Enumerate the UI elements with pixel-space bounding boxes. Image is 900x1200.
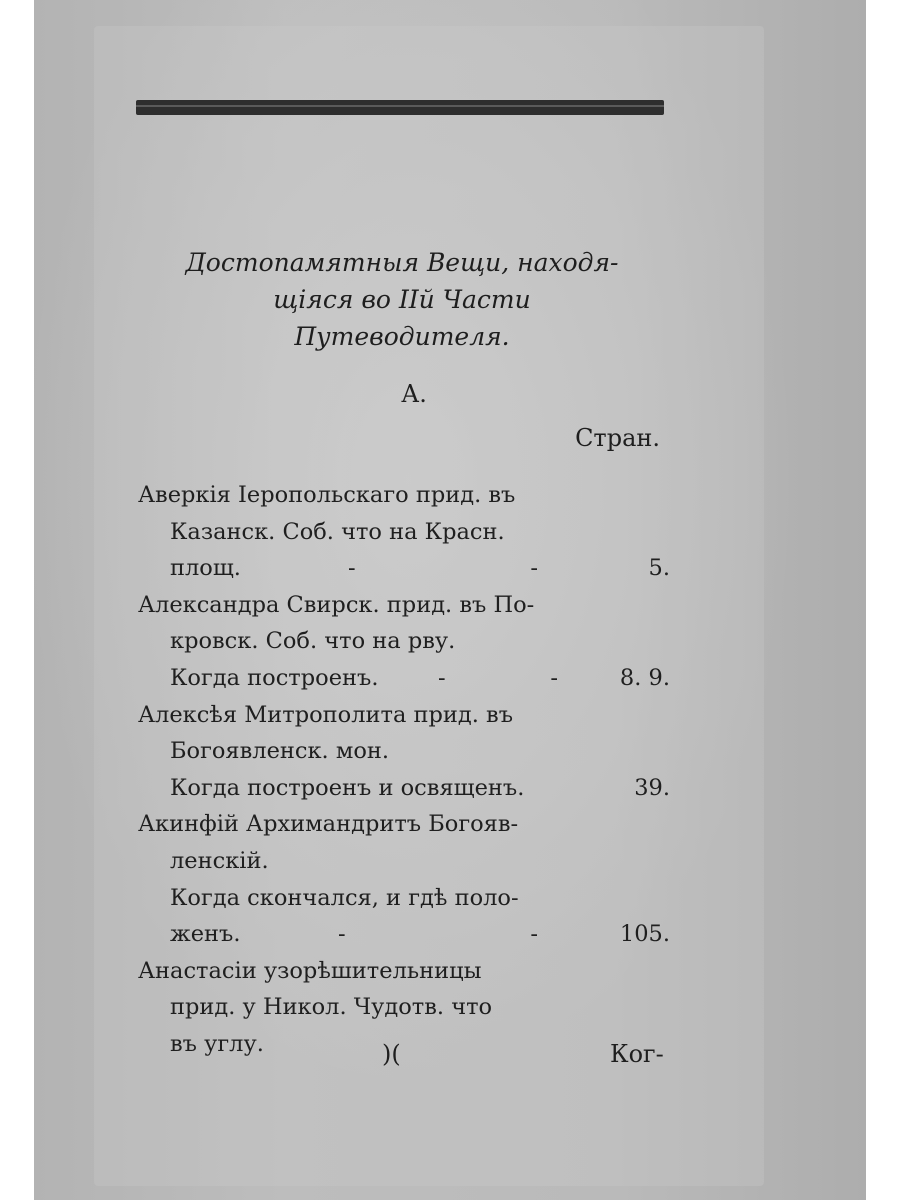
scan-margin-left xyxy=(0,0,34,1200)
entry-line: Казанск. Соб. что на Красн. xyxy=(170,518,505,545)
entry-line: Алексѣя Митрополита прид. въ xyxy=(138,701,514,728)
entry-line: кровск. Соб. что на рву. xyxy=(170,628,456,655)
heading-line-1: Достопамятныя Вещи, находя- xyxy=(185,248,619,277)
entry-line: Анастасіи узорѣшительницы xyxy=(138,957,482,984)
entry-line: женъ. - - 105. xyxy=(138,916,670,953)
signature-mark: )( xyxy=(382,1040,401,1068)
entry-line: Богоявленск. мон. xyxy=(170,738,390,765)
heading-line-3: Путеводителя. xyxy=(294,322,510,351)
page-number: 5. xyxy=(648,555,670,582)
entry-line: Александра Свирск. прид. въ По- xyxy=(138,591,535,618)
decorative-header-rule xyxy=(136,100,664,115)
leader-dashes: - - xyxy=(348,555,538,582)
entry-line: Когда построенъ и освященъ. 39. xyxy=(138,770,670,807)
entry-line: Когда построенъ. - - 8. 9. xyxy=(138,660,670,697)
entry-line: Акинфій Архимандритъ Богояв- xyxy=(138,811,519,838)
page-heading xyxy=(152,244,652,355)
entry-line: Когда скончался, и гдѣ поло- xyxy=(170,884,519,911)
book-page xyxy=(34,0,866,1200)
entry-line: площ. - - 5. xyxy=(138,550,670,587)
leader-dashes: - - xyxy=(338,921,538,948)
entry-line: прид. у Никол. Чудотв. что xyxy=(170,994,493,1021)
section-letter: А. xyxy=(401,380,427,408)
index-entries xyxy=(138,477,670,1063)
column-header-pages: Стран. xyxy=(575,424,660,452)
leader-dashes: - - xyxy=(438,664,558,691)
page-number: 39. xyxy=(634,774,670,801)
page-footer xyxy=(34,1040,866,1080)
heading-line-2: щіяся во IIй Части xyxy=(273,285,531,314)
entry-line: Аверкія Іеропольскаго прид. въ xyxy=(138,482,516,508)
page-number: 105. xyxy=(619,921,670,948)
entry-line: ленскій. xyxy=(170,847,269,874)
page-number: 8. 9. xyxy=(619,664,670,691)
scan-margin-right xyxy=(866,0,900,1200)
entry-line: въ углу. xyxy=(170,1030,264,1057)
catchword: Ког- xyxy=(610,1040,664,1068)
